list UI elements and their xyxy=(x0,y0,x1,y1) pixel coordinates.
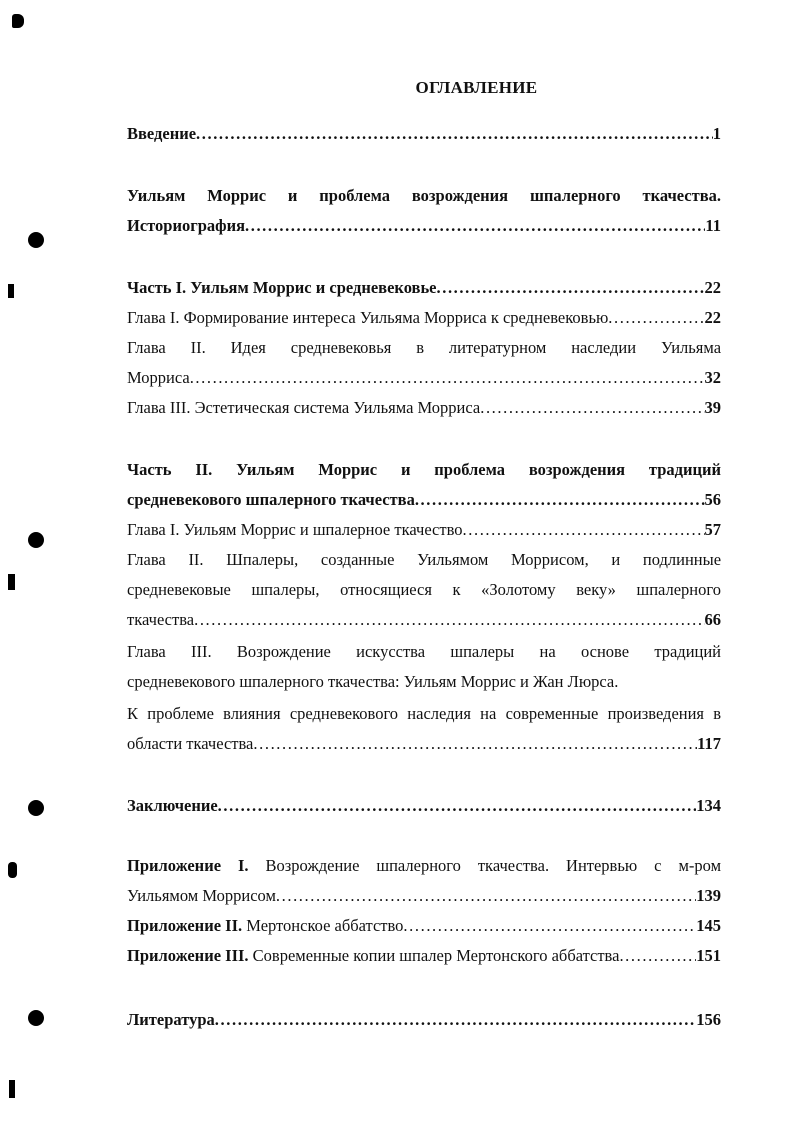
scan-mark xyxy=(8,574,15,590)
binder-hole xyxy=(28,1010,44,1026)
toc-entry-influence[interactable]: области ткачества ..... 117 xyxy=(127,734,721,754)
toc-entry-appendix1-line1[interactable]: Приложение I. Возрождение шпалерного ткачества. Интервью с м-ром xyxy=(127,856,721,875)
toc-entry-part2-ch1[interactable]: Глава I. Уильям Моррис и шпалерное ткачество ..... 57 xyxy=(127,520,721,540)
toc-entry-historiography-line1[interactable]: Уильям Моррис и проблема возрождения шпалерного ткачества. xyxy=(127,186,721,205)
toc-entry-appendix2[interactable]: Приложение II. Мертонское аббатство ..... 145 xyxy=(127,916,721,936)
toc-entry-literature[interactable]: Литература ..... 156 xyxy=(127,1010,721,1030)
toc-entry-part2-ch3[interactable]: средневекового шпалерного ткачества: Уильям Моррис и Жан Люрса. xyxy=(127,672,619,691)
toc-entry-historiography[interactable]: Историография ..... 11 xyxy=(127,216,721,236)
scan-mark-top xyxy=(12,14,24,28)
toc-entry-part1-ch2[interactable]: Морриса ..... 32 xyxy=(127,368,721,388)
toc-entry-part1-ch3[interactable]: Глава III. Эстетическая система Уильяма Морриса ..... 39 xyxy=(127,398,721,418)
page-title: ОГЛАВЛЕНИЕ xyxy=(415,78,538,97)
toc-entry-appendix1[interactable]: Уильямом Моррисом ..... 139 xyxy=(127,886,721,906)
toc-entry-part2-ch2[interactable]: ткачества ..... 66 xyxy=(127,610,721,630)
toc-entry-part1-ch2-line1[interactable]: Глава II. Идея средневековья в литературном наследии Уильяма xyxy=(127,338,721,357)
scan-mark xyxy=(9,1080,15,1098)
binder-hole xyxy=(28,532,44,548)
scan-mark xyxy=(8,862,17,878)
toc-entry-part2-ch2-line1[interactable]: Глава II. Шпалеры, созданные Уильямом Моррисом, и подлинные xyxy=(127,550,721,569)
toc-entry-part2[interactable]: средневекового шпалерного ткачества ..... 56 xyxy=(127,490,721,510)
toc-entry-conclusion[interactable]: Заключение ..... 134 xyxy=(127,796,721,816)
toc-entry-intro[interactable]: Введение ..... 1 xyxy=(127,124,721,144)
toc-entry-part1[interactable]: Часть I. Уильям Моррис и средневековье ..... 22 xyxy=(127,278,721,298)
toc-entry-part1-ch1[interactable]: Глава I. Формирование интереса Уильяма Морриса к средневековью ..... 22 xyxy=(127,308,721,328)
toc-entry-appendix3[interactable]: Приложение III. Современные копии шпалер Мертонского аббатства ..... 151 xyxy=(127,946,721,966)
binder-hole xyxy=(28,232,44,248)
binder-hole xyxy=(28,800,44,816)
toc-entry-part2-ch3-line1[interactable]: Глава III. Возрождение искусства шпалеры на основе традиций xyxy=(127,642,721,661)
toc-entry-part2-line1[interactable]: Часть II. Уильям Моррис и проблема возрождения традиций xyxy=(127,460,721,479)
toc-entry-part2-ch2-line2[interactable]: средневековые шпалеры, относящиеся к «Золотому веку» шпалерного xyxy=(127,580,721,599)
scan-mark xyxy=(8,284,14,298)
toc-entry-influence-line1[interactable]: К проблеме влияния средневекового наследия на современные произведения в xyxy=(127,704,721,723)
